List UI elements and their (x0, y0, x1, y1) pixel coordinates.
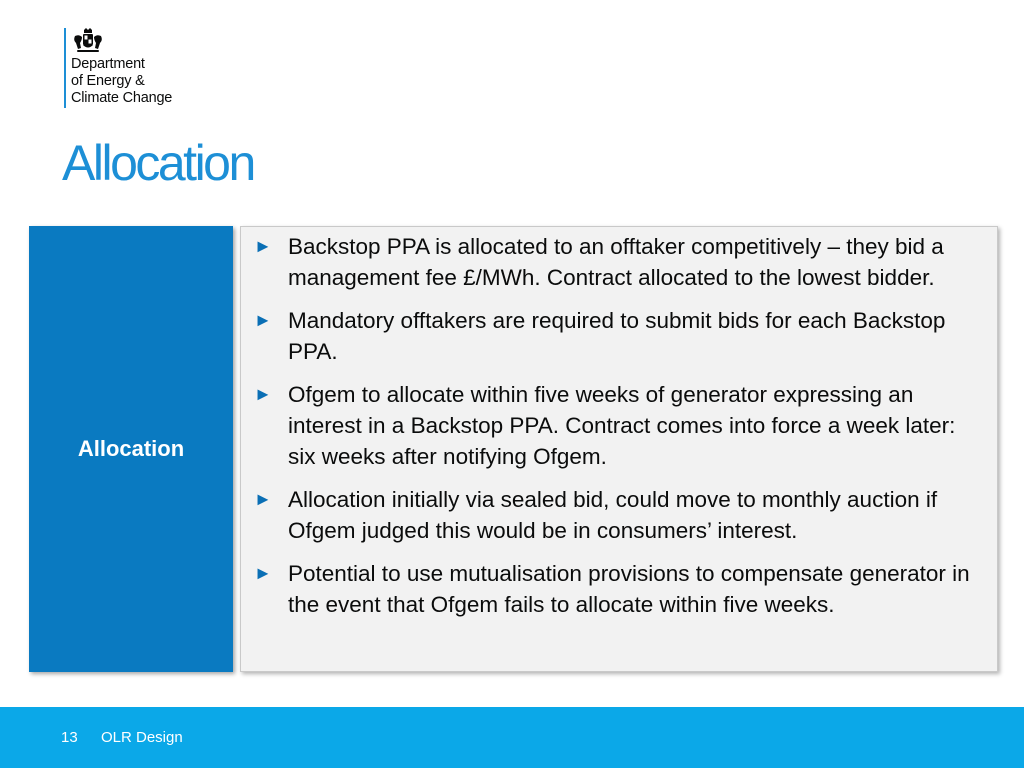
royal-coat-of-arms-icon (71, 28, 105, 54)
bullet-text: Backstop PPA is allocated to an offtaker competitively – they bid a management fee £/MWh. Contract allocated to the lowest bidder. (288, 234, 944, 290)
logo-line-1: Department (71, 56, 145, 72)
logo-divider-bar (64, 28, 66, 108)
footer-bar (0, 707, 1024, 768)
bullet-arrow-icon: ► (254, 384, 272, 404)
bullet-list (241, 227, 997, 620)
bullet-item (241, 305, 997, 367)
footer-title: OLR Design (101, 729, 183, 746)
page-number: 13 (61, 729, 78, 746)
bullet-item (241, 231, 997, 293)
bullet-item (241, 558, 997, 620)
logo-line-2: of Energy & (71, 73, 145, 89)
department-logo (64, 28, 172, 108)
bullet-arrow-icon: ► (254, 236, 272, 256)
slide-title: Allocation (62, 135, 254, 191)
logo-line-3: Climate Change (71, 90, 173, 106)
bullet-arrow-icon: ► (254, 563, 272, 583)
content-box (240, 226, 998, 672)
bullet-text: Ofgem to allocate within five weeks of generator expressing an interest in a Backstop PPA. Contract comes into force a week later: six weeks after notifying Ofgem. (288, 382, 956, 469)
logo-text-block (71, 28, 172, 107)
bullet-item (241, 379, 997, 472)
bullet-text: Potential to use mutualisation provisions to compensate generator in the event that Ofgem fails to allocate within five weeks. (288, 561, 970, 617)
bullet-text: Allocation initially via sealed bid, could move to monthly auction if Ofgem judged this would be in consumers’ interest. (288, 487, 938, 543)
bullet-item (241, 484, 997, 546)
side-label: Allocation (77, 436, 185, 461)
bullet-text: Mandatory offtakers are required to submit bids for each Backstop PPA. (288, 308, 946, 364)
bullet-arrow-icon: ► (254, 310, 272, 330)
bullet-arrow-icon: ► (254, 489, 272, 509)
side-label-box (29, 226, 233, 672)
